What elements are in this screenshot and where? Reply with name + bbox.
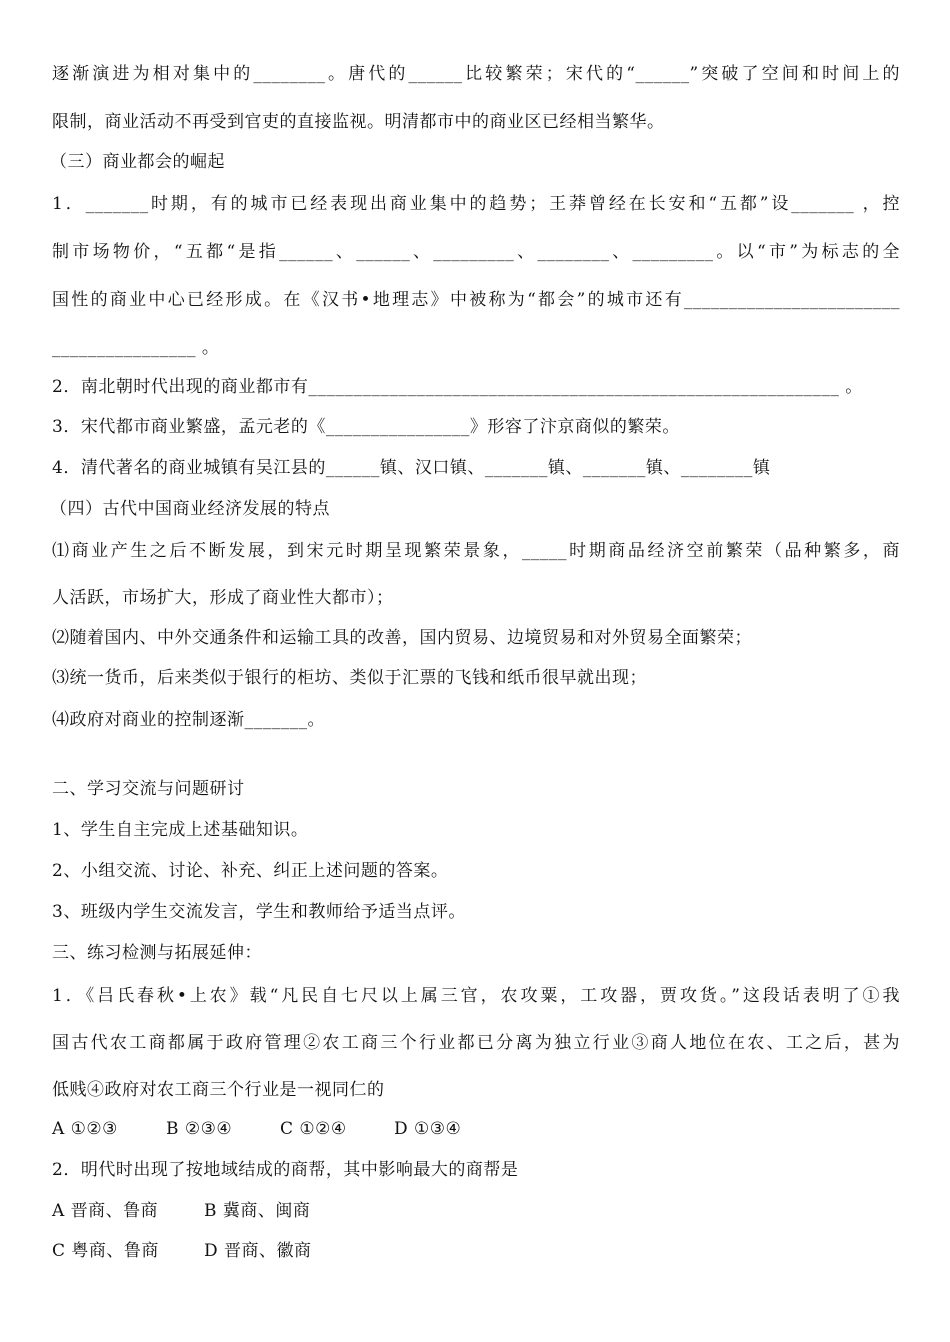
text-line: 2．南北朝时代出现的商业都市有___________________________________________________________ 。 — [52, 377, 863, 397]
text-line: 国性的商业中心已经形成。在《汉书•地理志》中被称为“都会”的城市还有________________________ — [52, 290, 900, 310]
text-line: 人活跃，市场扩大，形成了商业性大都市）； — [52, 588, 394, 608]
section-heading: （三）商业都会的崛起 — [50, 152, 225, 172]
text-line: 3．宋代都市商业繁盛，孟元老的《________________》形容了汴京商似的繁荣。 — [52, 417, 680, 437]
section-heading: （四）古代中国商业经济发展的特点 — [50, 499, 330, 519]
text-line: ⑵随着国内、中外交通条件和运输工具的改善，国内贸易、边境贸易和对外贸易全面繁荣； — [52, 628, 752, 648]
text-line: ________________ 。 — [52, 338, 220, 358]
question-text: 1．《吕氏春秋•上农》载“凡民自七尺以上属三官，农攻粟，工攻器，贾攻货。”这段话表明了①我 — [52, 986, 900, 1006]
section-heading: 二、学习交流与问题研讨 — [52, 779, 245, 799]
option-d: D 晋商、徽商 — [204, 1241, 312, 1261]
text-line: 逐渐演进为相对集中的________。唐代的______比较繁荣；宋代的“______”突破了空间和时间上的 — [52, 64, 900, 84]
section-heading: 三、练习检测与拓展延伸： — [52, 943, 262, 963]
text-line: 4．清代著名的商业城镇有吴江县的______镇、汉口镇、_______镇、_______镇、________镇 — [52, 458, 771, 478]
text-line: 1、学生自主完成上述基础知识。 — [52, 820, 309, 840]
text-line: 3、班级内学生交流发言，学生和教师给予适当点评。 — [52, 902, 466, 922]
answer-options-q2-row2 — [52, 1238, 900, 1264]
option-b: B ②③④ — [166, 1119, 233, 1139]
question-text: 低贱④政府对农工商三个行业是一视同仁的 — [52, 1080, 385, 1100]
text-line: 2、小组交流、讨论、补充、纠正上述问题的答案。 — [52, 861, 449, 881]
text-line: 限制，商业活动不再受到官吏的直接监视。明清都市中的商业区已经相当繁华。 — [52, 112, 665, 132]
option-d: D ①③④ — [394, 1119, 462, 1139]
text-line: ⑶统一货币，后来类似于银行的柜坊、类似于汇票的飞钱和纸币很早就出现； — [52, 668, 647, 688]
option-a: A 晋商、鲁商 — [52, 1201, 159, 1221]
text-line: ⑷政府对商业的控制逐渐_______。 — [52, 710, 325, 730]
answer-options-q2-row1 — [52, 1198, 900, 1224]
question-text: 国古代农工商都属于政府管理②农工商三个行业都已分离为独立行业③商人地位在农、工之后，甚为 — [52, 1033, 900, 1053]
option-c: C ①②④ — [280, 1119, 347, 1139]
question-text: 2．明代时出现了按地域结成的商帮，其中影响最大的商帮是 — [52, 1160, 519, 1180]
option-c: C 粤商、鲁商 — [52, 1241, 159, 1261]
text-line: 制市场物价，“五都“是指______、______、_________、________、_________。以“市”为标志的全 — [52, 242, 900, 262]
option-a: A ①②③ — [52, 1119, 118, 1139]
text-line: 1．_______时期，有的城市已经表现出商业集中的趋势；王莽曾经在长安和“五都”设_______ ，控 — [52, 194, 900, 214]
text-line: ⑴商业产生之后不断发展，到宋元时期呈现繁荣景象，_____时期商品经济空前繁荣（品种繁多，商 — [52, 541, 900, 561]
option-b: B 冀商、闽商 — [204, 1201, 311, 1221]
answer-options-q1 — [52, 1116, 900, 1142]
